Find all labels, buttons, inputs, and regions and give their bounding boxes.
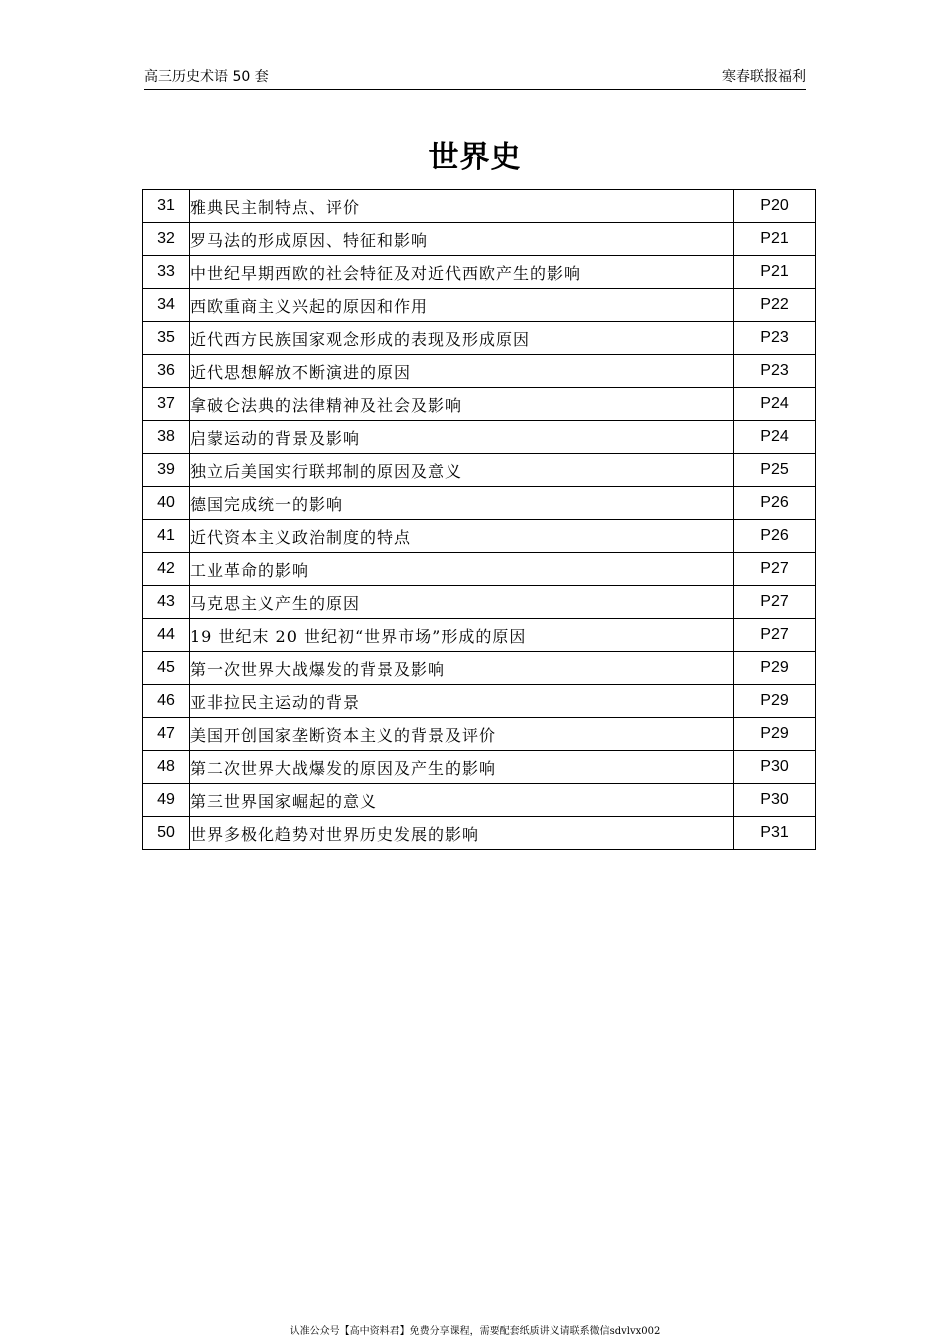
- row-page: P27: [734, 586, 816, 619]
- row-page: P29: [734, 685, 816, 718]
- header-promo: 寒春联报福利: [722, 69, 806, 85]
- row-topic: 启蒙运动的背景及影响: [190, 421, 734, 454]
- row-topic: 独立后美国实行联邦制的原因及意义: [190, 454, 734, 487]
- row-page: P24: [734, 388, 816, 421]
- table-row: [143, 223, 816, 256]
- table-row: [143, 190, 816, 223]
- row-number: 43: [143, 586, 190, 619]
- row-page: P26: [734, 487, 816, 520]
- row-number: 48: [143, 751, 190, 784]
- row-number: 38: [143, 421, 190, 454]
- footer-note: 认准公众号【高中资料君】免费分享课程，需要配套纸质讲义请联系微信sdvlvx002: [289, 1326, 661, 1337]
- row-topic: 罗马法的形成原因、特征和影响: [190, 223, 734, 256]
- row-page: P31: [734, 817, 816, 850]
- row-page: P26: [734, 520, 816, 553]
- row-number: 36: [143, 355, 190, 388]
- row-topic: 西欧重商主义兴起的原因和作用: [190, 289, 734, 322]
- row-topic: 马克思主义产生的原因: [190, 586, 734, 619]
- row-topic: 德国完成统一的影响: [190, 487, 734, 520]
- row-topic: 近代资本主义政治制度的特点: [190, 520, 734, 553]
- row-page: P21: [734, 223, 816, 256]
- row-topic: 工业革命的影响: [190, 553, 734, 586]
- row-number: 40: [143, 487, 190, 520]
- row-topic: 第二次世界大战爆发的原因及产生的影响: [190, 751, 734, 784]
- row-page: P22: [734, 289, 816, 322]
- table-row: [143, 487, 816, 520]
- row-topic: 世界多极化趋势对世界历史发展的影响: [190, 817, 734, 850]
- table-row: [143, 718, 816, 751]
- row-number: 45: [143, 652, 190, 685]
- row-topic: 第一次世界大战爆发的背景及影响: [190, 652, 734, 685]
- row-number: 39: [143, 454, 190, 487]
- header-doc-title: 高三历史术语 50 套: [144, 69, 269, 85]
- row-page: P29: [734, 718, 816, 751]
- row-page: P27: [734, 553, 816, 586]
- table-row: [143, 256, 816, 289]
- table-row: [143, 652, 816, 685]
- row-page: P30: [734, 751, 816, 784]
- row-topic: 亚非拉民主运动的背景: [190, 685, 734, 718]
- row-page: P23: [734, 322, 816, 355]
- row-number: 47: [143, 718, 190, 751]
- row-page: P23: [734, 355, 816, 388]
- table-row: [143, 817, 816, 850]
- row-number: 44: [143, 619, 190, 652]
- row-topic: 近代西方民族国家观念形成的表现及形成原因: [190, 322, 734, 355]
- row-number: 32: [143, 223, 190, 256]
- row-number: 35: [143, 322, 190, 355]
- table-row: [143, 553, 816, 586]
- page-header: [144, 68, 806, 90]
- row-page: P29: [734, 652, 816, 685]
- table-row: [143, 520, 816, 553]
- table-row: [143, 751, 816, 784]
- row-topic: 拿破仑法典的法律精神及社会及影响: [190, 388, 734, 421]
- table-row: [143, 454, 816, 487]
- row-number: 50: [143, 817, 190, 850]
- row-number: 42: [143, 553, 190, 586]
- table-row: [143, 619, 816, 652]
- table-row: [143, 784, 816, 817]
- table-row: [143, 421, 816, 454]
- row-number: 49: [143, 784, 190, 817]
- row-topic: 近代思想解放不断演进的原因: [190, 355, 734, 388]
- page-title: 世界史: [428, 140, 522, 175]
- row-page: P25: [734, 454, 816, 487]
- row-topic: 中世纪早期西欧的社会特征及对近代西欧产生的影响: [190, 256, 734, 289]
- row-page: P27: [734, 619, 816, 652]
- row-topic: 雅典民主制特点、评价: [190, 190, 734, 223]
- table-row: [143, 322, 816, 355]
- row-topic: 第三世界国家崛起的意义: [190, 784, 734, 817]
- row-topic: 美国开创国家垄断资本主义的背景及评价: [190, 718, 734, 751]
- row-number: 31: [143, 190, 190, 223]
- row-number: 41: [143, 520, 190, 553]
- table-row: [143, 388, 816, 421]
- row-number: 46: [143, 685, 190, 718]
- row-page: P21: [734, 256, 816, 289]
- row-page: P30: [734, 784, 816, 817]
- table-row: [143, 355, 816, 388]
- table-row: [143, 685, 816, 718]
- table-row: [143, 586, 816, 619]
- row-page: P24: [734, 421, 816, 454]
- row-number: 37: [143, 388, 190, 421]
- row-page: P20: [734, 190, 816, 223]
- table-row: [143, 289, 816, 322]
- row-topic: 19 世纪末 20 世纪初“世界市场”形成的原因: [190, 619, 734, 652]
- row-number: 34: [143, 289, 190, 322]
- row-number: 33: [143, 256, 190, 289]
- toc-table: [142, 189, 816, 850]
